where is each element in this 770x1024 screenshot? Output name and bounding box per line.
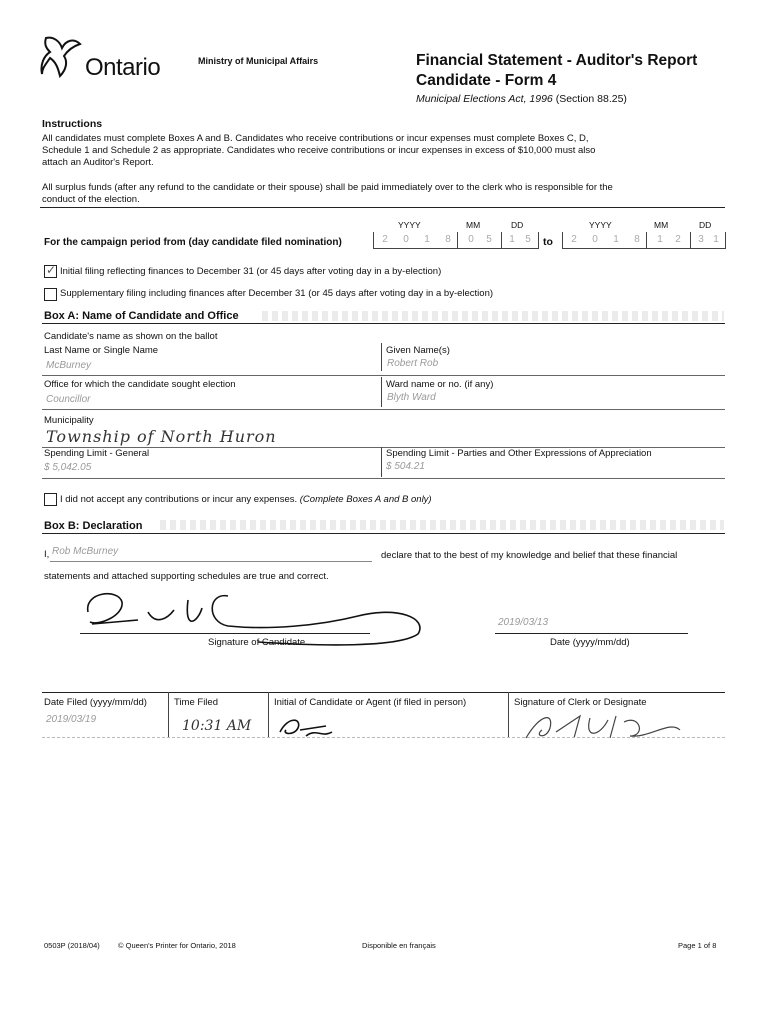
trillium-icon (40, 34, 84, 80)
surplus-text-2: conduct of the election. (42, 194, 140, 205)
filing-bottom-rule (42, 737, 725, 738)
filing-divider-1 (168, 692, 169, 737)
period-dd-header-to: DD (699, 220, 712, 230)
filing-divider-2 (268, 692, 269, 737)
no-contributions-label (60, 494, 432, 505)
digit-from-2: 1 (424, 234, 430, 245)
ward-field[interactable]: Blyth Ward (387, 392, 436, 403)
no-contributions-checkbox[interactable] (44, 493, 57, 506)
digit-to-0: 2 (571, 234, 577, 245)
declaration-text: declare that to the best of my knowledge and belief that these financial (381, 550, 678, 561)
municipality-field[interactable]: Township of North Huron (46, 427, 277, 446)
digit-to-6: 3 (698, 234, 704, 245)
digit-to-2: 1 (613, 234, 619, 245)
instructions-text-3: attach an Auditor's Report. (42, 157, 154, 168)
date-line (495, 633, 688, 634)
initial-filing-label: Initial filing reflecting finances to December 31 (or 45 days after voting day in a by-election) (60, 266, 442, 277)
declarant-line (50, 561, 372, 562)
office-rule (42, 409, 725, 410)
office-label: Office for which the candidate sought election (44, 379, 236, 390)
box-a-rule (42, 323, 725, 324)
instructions-text-2: Schedule 1 and Schedule 2 as appropriate. Candidates who receive contributions or incur expenses in excess of $10,000 must also (42, 145, 596, 156)
office-field[interactable]: Councillor (46, 394, 91, 405)
initial-label: Initial of Candidate or Agent (if filed in person) (274, 697, 467, 708)
digit-to-1: 0 (592, 234, 598, 245)
box-b-rule (42, 533, 725, 534)
surplus-text-1: All surplus funds (after any refund to the candidate or their spouse) shall be paid immediately over to the clerk who is responsible for the (42, 182, 613, 193)
spending-general-label: Spending Limit - General (44, 448, 150, 459)
spending-rule (42, 478, 725, 479)
no-contributions-text: I did not accept any contributions or incur any expenses. (60, 494, 298, 505)
act-section: (Section 88.25) (555, 93, 627, 105)
act-name: Municipal Elections Act, 1996 (416, 93, 553, 105)
period-yyyy-header-to: YYYY (589, 220, 612, 230)
given-names-label: Given Name(s) (386, 345, 450, 356)
period-label: For the campaign period from (day candidate filed nomination) (44, 237, 342, 248)
digit-from-6: 1 (509, 234, 515, 245)
box-b-heading: Box B: Declaration (44, 520, 143, 532)
declaration-date-field[interactable]: 2019/03/13 (498, 617, 549, 628)
logo-wordmark: Ontario (85, 54, 161, 81)
name-divider (381, 343, 382, 371)
french-version-link[interactable]: Disponible en français (362, 941, 436, 950)
form-title-line1: Financial Statement - Auditor's Report (416, 52, 698, 69)
digit-from-3: 8 (445, 234, 451, 245)
digit-to-3: 8 (634, 234, 640, 245)
name-rule (42, 375, 725, 376)
form-code: 0503P (2018/04) (44, 941, 100, 950)
period-dd-header-from: DD (511, 220, 524, 230)
spending-parties-label: Spending Limit - Parties and Other Expressions of Appreciation (386, 448, 652, 459)
box-a-heading-band (262, 311, 724, 321)
digit-from-4: 0 (468, 234, 474, 245)
last-name-field[interactable]: McBurney (46, 360, 92, 371)
last-name-label: Last Name or Single Name (44, 345, 159, 356)
digit-from-7: 5 (525, 234, 531, 245)
instructions-heading: Instructions (42, 118, 103, 130)
date-label: Date (yyyy/mm/dd) (550, 637, 630, 648)
ontario-logo (40, 34, 190, 84)
no-contributions-note: (Complete Boxes A and B only) (299, 494, 432, 505)
filing-rule (42, 692, 725, 693)
ballot-name-label: Candidate's name as shown on the ballot (44, 331, 218, 342)
initial-filing-checkbox[interactable] (44, 265, 57, 278)
declaration-text-2: statements and attached supporting schedules are true and correct. (44, 571, 329, 582)
spending-general-field[interactable]: $ 5,042.05 (44, 462, 92, 473)
form-title (416, 52, 697, 105)
filing-divider-3 (508, 692, 509, 737)
office-divider (381, 377, 382, 407)
date-filed-label: Date Filed (yyyy/mm/dd) (44, 697, 147, 708)
box-b-heading-band (160, 520, 724, 530)
supplementary-filing-checkbox[interactable] (44, 288, 57, 301)
checkmark-icon: ✓ (46, 263, 57, 277)
divider (40, 207, 725, 208)
period-yyyy-header-from: YYYY (398, 220, 421, 230)
initial-scribble (276, 712, 336, 740)
digit-to-4: 1 (657, 234, 663, 245)
time-filed-field[interactable]: 10:31 AM (182, 718, 252, 734)
page-number: Page 1 of 8 (678, 941, 717, 950)
spending-divider (381, 447, 382, 477)
clerk-signature-label: Signature of Clerk or Designate (514, 697, 647, 708)
digit-to-5: 2 (675, 234, 681, 245)
digit-from-5: 5 (486, 234, 492, 245)
municipality-label: Municipality (44, 415, 94, 426)
period-to-label: to (543, 236, 553, 248)
initial-mark[interactable] (276, 712, 336, 740)
form-title-line2: Candidate - Form 4 (416, 72, 557, 89)
digit-from-0: 2 (382, 234, 388, 245)
digit-to-7: 1 (713, 234, 719, 245)
date-filed-field[interactable]: 2019/03/19 (46, 714, 97, 725)
box-a-heading: Box A: Name of Candidate and Office (44, 310, 239, 322)
declarant-field[interactable]: Rob McBurney (52, 546, 119, 557)
copyright: © Queen's Printer for Ontario, 2018 (118, 941, 236, 950)
ward-label: Ward name or no. (if any) (386, 379, 494, 390)
given-names-field[interactable]: Robert Rob (387, 358, 439, 369)
period-mm-header-to: MM (654, 220, 669, 230)
period-mm-header-from: MM (466, 220, 481, 230)
instructions-text-1: All candidates must complete Boxes A and B. Candidates who receive contributions or incur expenses must complete Boxes C, D, (42, 133, 589, 144)
spending-parties-field[interactable]: $ 504.21 (386, 461, 425, 472)
signature-line (80, 633, 370, 634)
ministry-name: Ministry of Municipal Affairs (198, 56, 319, 66)
supplementary-filing-label: Supplementary filing including finances after December 31 (or 45 days after voting day in a by-election) (60, 288, 494, 299)
declarant-prefix: I, (44, 549, 50, 560)
time-filed-label: Time Filed (174, 697, 218, 708)
digit-from-1: 0 (403, 234, 409, 245)
signature-label: Signature of Candidate (208, 637, 306, 648)
